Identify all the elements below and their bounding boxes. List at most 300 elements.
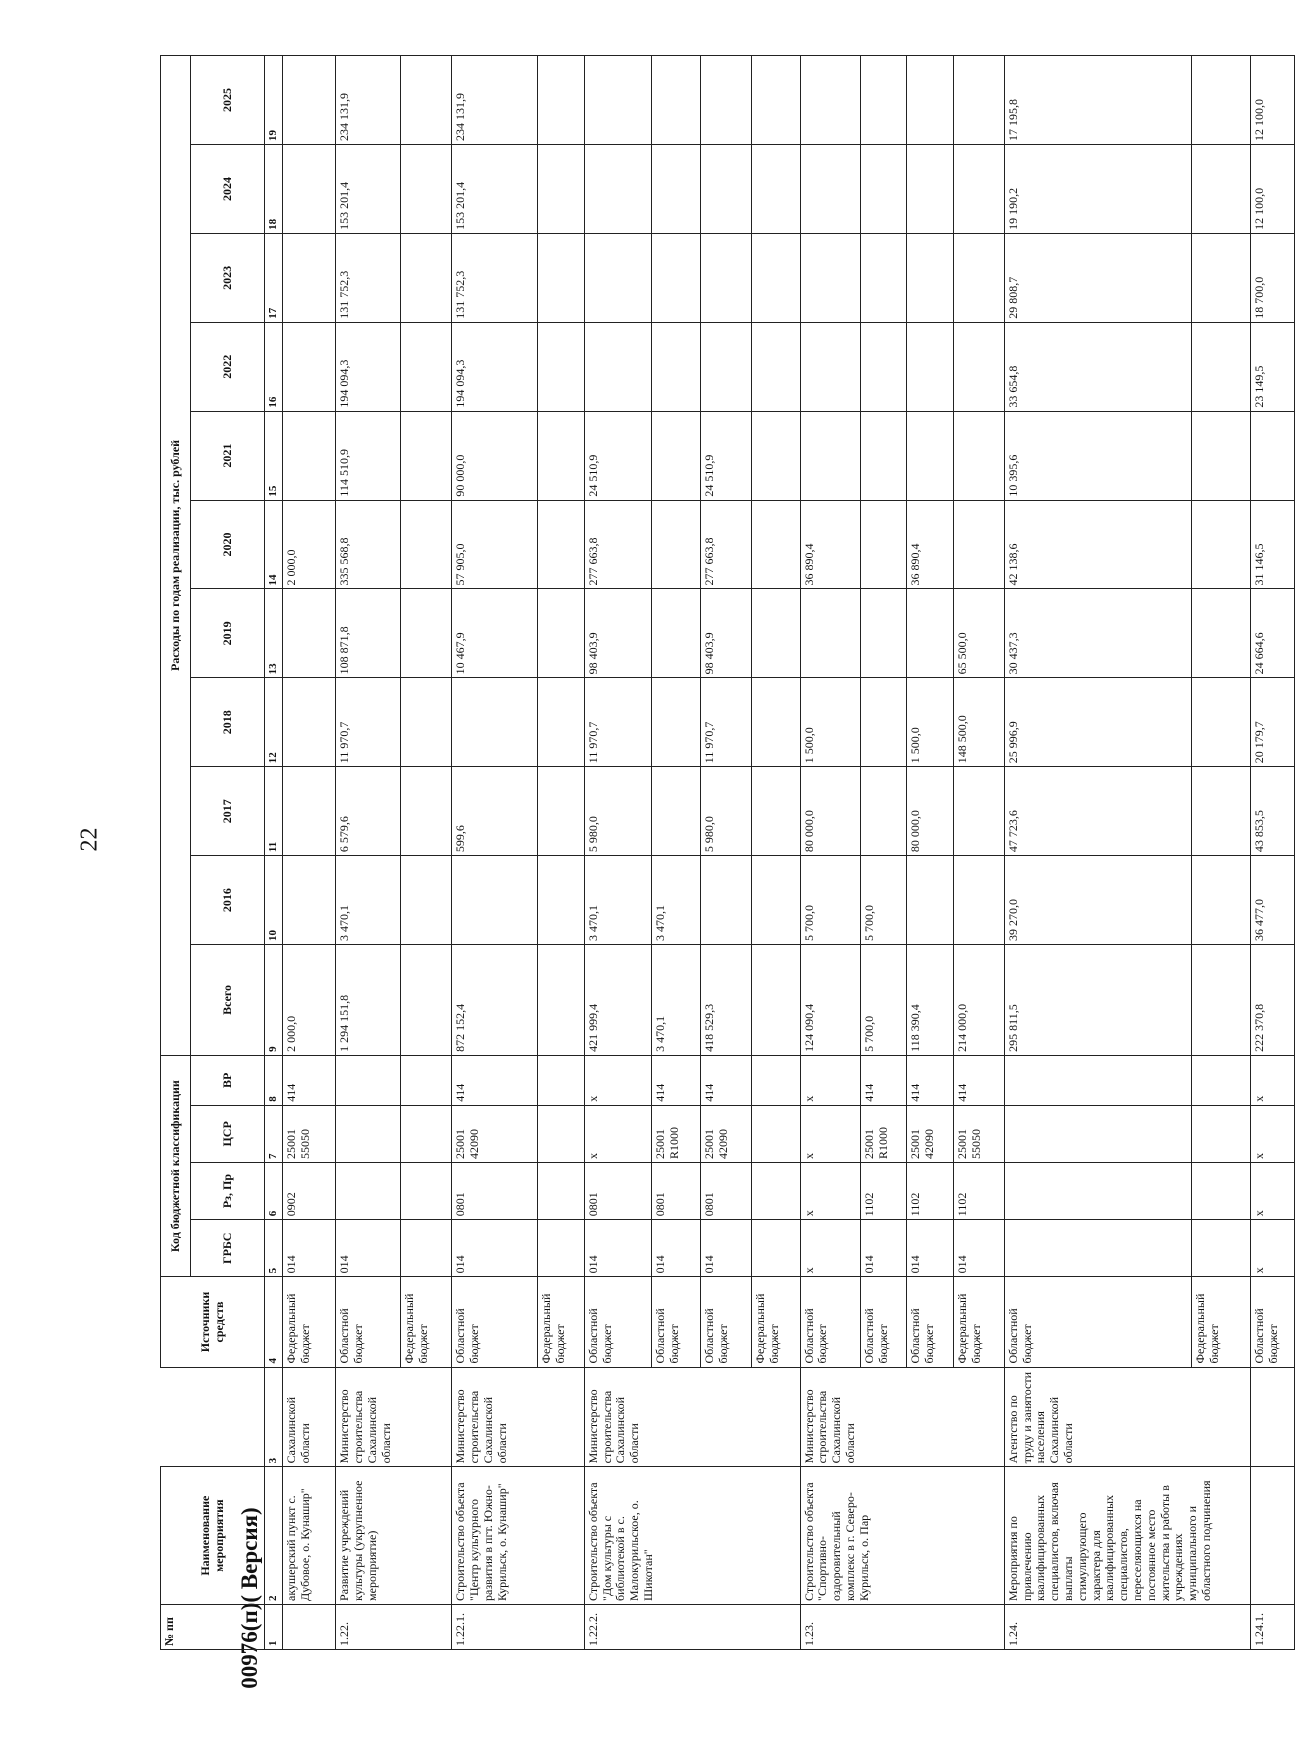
vr-code: х <box>800 1055 860 1105</box>
column-number: 6 <box>265 1162 283 1219</box>
item-name: акушерский пункт с. Дубовое, о. Кунашир" <box>283 1467 336 1605</box>
year-value-cell <box>538 411 584 500</box>
rzpr-code <box>1192 1162 1250 1219</box>
header-year: 2018 <box>191 678 265 767</box>
funding-source: Федеральный бюджет <box>1192 1277 1250 1367</box>
year-value-cell <box>283 589 336 678</box>
year-value-cell <box>1192 589 1250 678</box>
year-value-cell: 3 470,1 <box>336 856 401 945</box>
item-name <box>1250 1467 1294 1605</box>
vr-code <box>751 1055 800 1105</box>
table-row <box>1004 56 1192 1650</box>
year-value-cell <box>652 767 701 856</box>
year-value-cell: 10 395,6 <box>1004 411 1192 500</box>
rzpr-code: 1102 <box>953 1162 1004 1219</box>
year-value-cell: 24 510,9 <box>700 411 751 500</box>
column-number: 16 <box>265 322 283 411</box>
total-cell: 418 529,3 <box>700 945 751 1056</box>
rzpr-code <box>336 1162 401 1219</box>
year-value-cell: 18 700,0 <box>1250 233 1294 322</box>
csr-code <box>1192 1105 1250 1162</box>
header-rzpr: Рз, Пр <box>191 1162 265 1219</box>
csr-code: 25001 42090 <box>907 1105 953 1162</box>
total-cell: 124 090,4 <box>800 945 860 1056</box>
year-value-cell <box>584 233 651 322</box>
year-value-cell <box>1250 411 1294 500</box>
responsible-executor: Агентство по труду и занятости населения Сахалинской области <box>1004 1367 1250 1467</box>
grbs-code <box>401 1220 452 1277</box>
total-cell: 2 000,0 <box>283 945 336 1056</box>
column-number: 3 <box>265 1367 283 1467</box>
year-value-cell: 335 568,8 <box>336 500 401 589</box>
year-value-cell: 277 663,8 <box>584 500 651 589</box>
year-value-cell <box>401 767 452 856</box>
grbs-code: 014 <box>860 1220 906 1277</box>
year-value-cell <box>953 411 1004 500</box>
rzpr-code: 0801 <box>700 1162 751 1219</box>
year-value-cell <box>652 589 701 678</box>
header-year: 2023 <box>191 233 265 322</box>
csr-code: х <box>584 1105 651 1162</box>
year-value-cell: 5 980,0 <box>700 767 751 856</box>
year-value-cell: 98 403,9 <box>584 589 651 678</box>
item-number: 1.23. <box>800 1604 1004 1649</box>
total-cell <box>538 945 584 1056</box>
header-year: 2024 <box>191 145 265 234</box>
year-value-cell <box>1192 233 1250 322</box>
column-number: 4 <box>265 1277 283 1367</box>
header-year: 2022 <box>191 322 265 411</box>
grbs-code: 014 <box>452 1220 538 1277</box>
responsible-executor: Министерство строительства Сахалинской области <box>584 1367 800 1467</box>
item-number: 1.22.2. <box>584 1604 800 1649</box>
funding-source: Областной бюджет <box>1250 1277 1294 1367</box>
year-value-cell <box>584 56 651 145</box>
year-value-cell <box>538 589 584 678</box>
grbs-code: 014 <box>584 1220 651 1277</box>
grbs-code: 014 <box>283 1220 336 1277</box>
responsible-executor: Сахалинской области <box>283 1367 336 1467</box>
year-value-cell <box>538 145 584 234</box>
year-value-cell <box>538 56 584 145</box>
year-value-cell: 25 996,9 <box>1004 678 1192 767</box>
year-value-cell <box>283 233 336 322</box>
year-value-cell <box>538 856 584 945</box>
csr-code: 25001 R1000 <box>652 1105 701 1162</box>
rzpr-code <box>401 1162 452 1219</box>
csr-code: 25001 R1000 <box>860 1105 906 1162</box>
funding-source: Областной бюджет <box>652 1277 701 1367</box>
year-value-cell: 24 664,6 <box>1250 589 1294 678</box>
year-value-cell <box>953 56 1004 145</box>
year-value-cell <box>652 500 701 589</box>
csr-code: х <box>1250 1105 1294 1162</box>
header-year: 2016 <box>191 856 265 945</box>
year-value-cell: 43 853,5 <box>1250 767 1294 856</box>
year-value-cell <box>953 233 1004 322</box>
item-number: 1.22. <box>336 1604 452 1649</box>
column-number: 7 <box>265 1105 283 1162</box>
funding-source: Областной бюджет <box>1004 1277 1192 1367</box>
grbs-code <box>1004 1220 1192 1277</box>
grbs-code: 014 <box>700 1220 751 1277</box>
rzpr-code: 0801 <box>452 1162 538 1219</box>
year-value-cell <box>538 233 584 322</box>
year-value-cell: 39 270,0 <box>1004 856 1192 945</box>
year-value-cell <box>538 322 584 411</box>
year-value-cell: 19 190,2 <box>1004 145 1192 234</box>
year-value-cell <box>800 56 860 145</box>
funding-source: Федеральный бюджет <box>953 1277 1004 1367</box>
year-value-cell <box>953 145 1004 234</box>
year-value-cell: 47 723,6 <box>1004 767 1192 856</box>
year-value-cell: 57 905,0 <box>452 500 538 589</box>
csr-code: 25001 55050 <box>283 1105 336 1162</box>
column-number: 13 <box>265 589 283 678</box>
year-value-cell: 36 890,4 <box>907 500 953 589</box>
item-name: Мероприятия по привлечению квалифицированных специалистов, включая выплаты стимулирующего характера для квалифицированных специалистов, переселяющихся на постоянное место жительства и работы в учреждениях муниципального и областного подчинения <box>1004 1467 1250 1605</box>
year-value-cell <box>751 411 800 500</box>
year-value-cell: 234 131,9 <box>336 56 401 145</box>
csr-code <box>538 1105 584 1162</box>
year-value-cell: 194 094,3 <box>452 322 538 411</box>
csr-code: 25001 42090 <box>452 1105 538 1162</box>
header-year: 2021 <box>191 411 265 500</box>
funding-source: Областной бюджет <box>584 1277 651 1367</box>
year-value-cell <box>401 500 452 589</box>
year-value-cell <box>652 678 701 767</box>
year-value-cell: 11 970,7 <box>584 678 651 767</box>
column-number: 2 <box>265 1467 283 1605</box>
year-value-cell <box>401 145 452 234</box>
grbs-code: 014 <box>907 1220 953 1277</box>
year-value-cell <box>860 145 906 234</box>
grbs-code: х <box>1250 1220 1294 1277</box>
column-number-row <box>265 56 283 1650</box>
column-number: 11 <box>265 767 283 856</box>
year-value-cell <box>751 767 800 856</box>
year-value-cell: 3 470,1 <box>652 856 701 945</box>
year-value-cell: 131 752,3 <box>452 233 538 322</box>
grbs-code: х <box>800 1220 860 1277</box>
csr-code <box>336 1105 401 1162</box>
header-year: 2019 <box>191 589 265 678</box>
item-number: 1.24.1. <box>1250 1604 1294 1649</box>
table-row <box>283 56 336 1650</box>
header-name: Наименование мероприятия <box>161 1467 265 1605</box>
responsible-executor: Министерство строительства Сахалинской области <box>800 1367 1004 1467</box>
year-value-cell <box>283 56 336 145</box>
total-cell <box>401 945 452 1056</box>
header-budget-code: Код бюджетной классификации <box>161 1055 191 1277</box>
column-number: 10 <box>265 856 283 945</box>
funding-source: Областной бюджет <box>700 1277 751 1367</box>
year-value-cell <box>751 145 800 234</box>
year-value-cell <box>401 678 452 767</box>
total-cell: 3 470,1 <box>652 945 701 1056</box>
year-value-cell <box>751 678 800 767</box>
year-value-cell <box>1192 678 1250 767</box>
year-value-cell <box>751 56 800 145</box>
year-value-cell <box>751 856 800 945</box>
year-value-cell <box>907 322 953 411</box>
vr-code <box>336 1055 401 1105</box>
vr-code: х <box>584 1055 651 1105</box>
column-number: 1 <box>265 1604 283 1649</box>
year-value-cell <box>953 322 1004 411</box>
year-value-cell <box>860 322 906 411</box>
total-cell: 214 000,0 <box>953 945 1004 1056</box>
year-value-cell <box>401 589 452 678</box>
vr-code <box>1192 1055 1250 1105</box>
year-value-cell <box>860 678 906 767</box>
item-name: Строительство объекта "Дом культуры с библиотекой в с. Малокурильское, о. Шикотан" <box>584 1467 800 1605</box>
year-value-cell: 80 000,0 <box>800 767 860 856</box>
year-value-cell: 5 700,0 <box>860 856 906 945</box>
year-value-cell: 11 970,7 <box>700 678 751 767</box>
column-number: 15 <box>265 411 283 500</box>
year-value-cell <box>800 322 860 411</box>
document-version-mark: 00976(п)( Версия) <box>237 1507 262 1689</box>
vr-code: 414 <box>652 1055 701 1105</box>
year-value-cell <box>700 322 751 411</box>
vr-code <box>401 1055 452 1105</box>
vr-code: х <box>1250 1055 1294 1105</box>
header-grbs: ГРБС <box>191 1220 265 1277</box>
rzpr-code: 0801 <box>652 1162 701 1219</box>
year-value-cell <box>1192 322 1250 411</box>
year-value-cell <box>751 233 800 322</box>
item-number: 1.24. <box>1004 1604 1250 1649</box>
vr-code: 414 <box>860 1055 906 1105</box>
csr-code: 25001 42090 <box>700 1105 751 1162</box>
year-value-cell <box>652 145 701 234</box>
year-value-cell: 114 510,9 <box>336 411 401 500</box>
year-value-cell <box>283 322 336 411</box>
vr-code: 414 <box>452 1055 538 1105</box>
year-value-cell <box>652 56 701 145</box>
total-cell: 222 370,8 <box>1250 945 1294 1056</box>
rzpr-code <box>1004 1162 1192 1219</box>
year-value-cell <box>953 767 1004 856</box>
year-value-cell: 23 149,5 <box>1250 322 1294 411</box>
year-value-cell: 5 980,0 <box>584 767 651 856</box>
year-value-cell <box>1192 145 1250 234</box>
rzpr-code: х <box>800 1162 860 1219</box>
year-value-cell <box>283 678 336 767</box>
year-value-cell <box>800 411 860 500</box>
year-value-cell <box>700 233 751 322</box>
year-value-cell <box>860 411 906 500</box>
column-number: 18 <box>265 145 283 234</box>
header-total: Всего <box>191 945 265 1056</box>
item-name: Строительство объекта "Центр культурного развития в пгт. Южно-Курильск, о. Кунашир" <box>452 1467 584 1605</box>
year-value-cell <box>283 767 336 856</box>
year-value-cell <box>1192 56 1250 145</box>
year-value-cell <box>907 589 953 678</box>
vr-code: 414 <box>283 1055 336 1105</box>
total-cell: 1 294 151,8 <box>336 945 401 1056</box>
year-value-cell: 31 146,5 <box>1250 500 1294 589</box>
header-year: 2025 <box>191 56 265 145</box>
total-cell <box>1192 945 1250 1056</box>
year-value-cell <box>800 145 860 234</box>
header-year: 2020 <box>191 500 265 589</box>
year-value-cell <box>538 767 584 856</box>
year-value-cell <box>860 589 906 678</box>
year-value-cell: 98 403,9 <box>700 589 751 678</box>
header-spacer <box>161 1367 265 1467</box>
rzpr-code: 1102 <box>860 1162 906 1219</box>
rzpr-code: х <box>1250 1162 1294 1219</box>
year-value-cell: 3 470,1 <box>584 856 651 945</box>
year-value-cell <box>452 678 538 767</box>
year-value-cell <box>584 322 651 411</box>
column-number: 19 <box>265 56 283 145</box>
year-value-cell: 17 195,8 <box>1004 56 1192 145</box>
rzpr-code <box>751 1162 800 1219</box>
year-value-cell <box>283 411 336 500</box>
year-value-cell <box>584 145 651 234</box>
year-value-cell <box>652 411 701 500</box>
column-number: 5 <box>265 1220 283 1277</box>
year-value-cell <box>1192 500 1250 589</box>
year-value-cell <box>1192 856 1250 945</box>
year-value-cell: 1 500,0 <box>907 678 953 767</box>
year-value-cell <box>700 856 751 945</box>
vr-code: 414 <box>700 1055 751 1105</box>
year-value-cell <box>860 56 906 145</box>
year-value-cell <box>401 233 452 322</box>
year-value-cell: 153 201,4 <box>452 145 538 234</box>
funding-source: Федеральный бюджет <box>283 1277 336 1367</box>
vr-code: 414 <box>953 1055 1004 1105</box>
year-value-cell <box>700 56 751 145</box>
year-value-cell <box>652 233 701 322</box>
vr-code <box>1004 1055 1192 1105</box>
vr-code: 414 <box>907 1055 953 1105</box>
header-expenses: Расходы по годам реализации, тыс. рублей <box>161 56 191 1056</box>
grbs-code <box>538 1220 584 1277</box>
grbs-code <box>751 1220 800 1277</box>
year-value-cell: 12 100,0 <box>1250 145 1294 234</box>
responsible-executor: Министерство строительства Сахалинской области <box>336 1367 452 1467</box>
item-name: Развитие учреждений культуры (укрупненное мероприятие) <box>336 1467 452 1605</box>
item-name: Строительство объекта "Спортивно-оздоровительный комплекс в г. Северо-Курильск, о. Пар <box>800 1467 1004 1605</box>
year-value-cell <box>860 233 906 322</box>
column-number: 12 <box>265 678 283 767</box>
year-value-cell <box>1192 767 1250 856</box>
year-value-cell <box>907 411 953 500</box>
csr-code <box>401 1105 452 1162</box>
year-value-cell: 29 808,7 <box>1004 233 1192 322</box>
year-value-cell: 80 000,0 <box>907 767 953 856</box>
table-row <box>800 56 860 1650</box>
year-value-cell: 2 000,0 <box>283 500 336 589</box>
rzpr-code: 0902 <box>283 1162 336 1219</box>
year-value-cell: 194 094,3 <box>336 322 401 411</box>
rzpr-code: 0801 <box>584 1162 651 1219</box>
year-value-cell <box>907 145 953 234</box>
funding-source: Федеральный бюджет <box>401 1277 452 1367</box>
year-value-cell <box>401 322 452 411</box>
item-number: 1.22.1. <box>452 1604 584 1649</box>
rzpr-code: 1102 <box>907 1162 953 1219</box>
header-number: № пп <box>161 1604 265 1649</box>
item-number <box>283 1604 336 1649</box>
year-value-cell <box>700 145 751 234</box>
year-value-cell <box>401 56 452 145</box>
year-value-cell <box>401 856 452 945</box>
year-value-cell: 108 871,8 <box>336 589 401 678</box>
grbs-code: 014 <box>652 1220 701 1277</box>
year-value-cell: 90 000,0 <box>452 411 538 500</box>
total-cell: 421 999,4 <box>584 945 651 1056</box>
csr-code: 25001 55050 <box>953 1105 1004 1162</box>
year-value-cell: 148 500,0 <box>953 678 1004 767</box>
year-value-cell <box>652 322 701 411</box>
column-number: 17 <box>265 233 283 322</box>
year-value-cell <box>538 500 584 589</box>
year-value-cell: 24 510,9 <box>584 411 651 500</box>
table-body <box>283 56 1295 1650</box>
total-cell: 118 390,4 <box>907 945 953 1056</box>
table-row <box>1250 56 1294 1650</box>
year-value-cell: 11 970,7 <box>336 678 401 767</box>
funding-source: Областной бюджет <box>907 1277 953 1367</box>
year-value-cell <box>401 411 452 500</box>
header-csr: ЦСР <box>191 1105 265 1162</box>
year-value-cell <box>907 856 953 945</box>
csr-code: х <box>800 1105 860 1162</box>
funding-source: Областной бюджет <box>800 1277 860 1367</box>
year-value-cell: 33 654,8 <box>1004 322 1192 411</box>
grbs-code <box>1192 1220 1250 1277</box>
column-number: 9 <box>265 945 283 1056</box>
grbs-code: 014 <box>336 1220 401 1277</box>
year-value-cell: 6 579,6 <box>336 767 401 856</box>
total-cell: 5 700,0 <box>860 945 906 1056</box>
rzpr-code <box>538 1162 584 1219</box>
year-value-cell: 36 477,0 <box>1250 856 1294 945</box>
table-row <box>452 56 538 1650</box>
page-number: 22 <box>76 827 103 852</box>
total-cell: 872 152,4 <box>452 945 538 1056</box>
year-value-cell <box>907 233 953 322</box>
year-value-cell: 42 138,6 <box>1004 500 1192 589</box>
funding-source: Федеральный бюджет <box>751 1277 800 1367</box>
year-value-cell: 65 500,0 <box>953 589 1004 678</box>
year-value-cell: 277 663,8 <box>700 500 751 589</box>
table-row <box>584 56 651 1650</box>
year-value-cell: 131 752,3 <box>336 233 401 322</box>
year-value-cell <box>860 500 906 589</box>
year-value-cell <box>800 589 860 678</box>
csr-code <box>751 1105 800 1162</box>
table-row <box>336 56 401 1650</box>
funding-source: Областной бюджет <box>452 1277 538 1367</box>
funding-source: Областной бюджет <box>336 1277 401 1367</box>
year-value-cell: 1 500,0 <box>800 678 860 767</box>
year-value-cell <box>860 767 906 856</box>
year-value-cell: 5 700,0 <box>800 856 860 945</box>
budget-table <box>160 55 1295 1650</box>
rotated-table-container <box>160 55 1295 1650</box>
column-number: 8 <box>265 1055 283 1105</box>
funding-source: Областной бюджет <box>860 1277 906 1367</box>
year-value-cell: 36 890,4 <box>800 500 860 589</box>
year-value-cell <box>751 500 800 589</box>
